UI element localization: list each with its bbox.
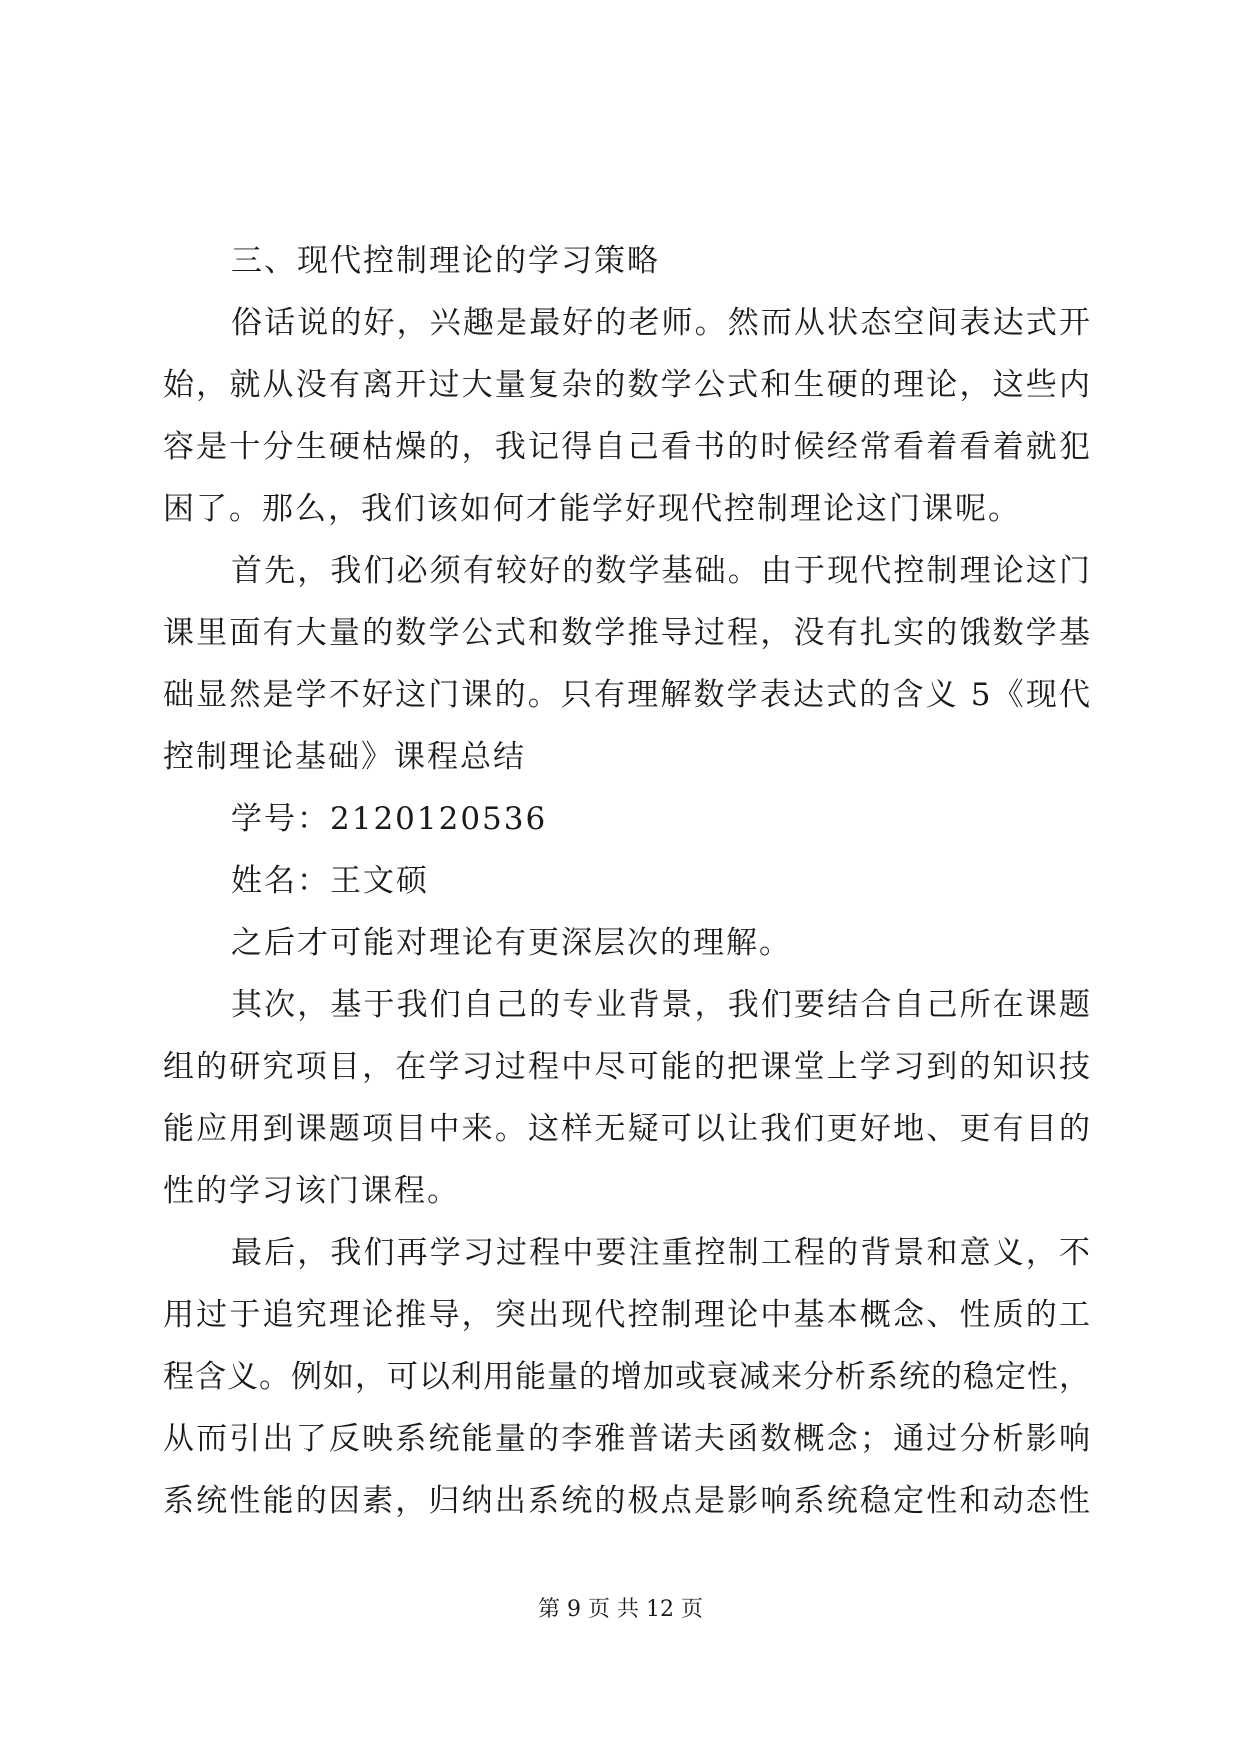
paragraph-line: 从而引出了反映系统能量的李雅普诺夫函数概念；通过分析影响 [163,1421,1090,1457]
student-name: 姓名：王文硕 [231,863,429,899]
document-body [163,230,1090,1532]
paragraph-line: 系统性能的因素，归纳出系统的极点是影响系统稳定性和动态性 [163,1483,1090,1519]
paragraph-line: 首先，我们必须有较好的数学基础。由于现代控制理论这门 [231,553,1090,589]
section-heading: 三、现代控制理论的学习策略 [231,243,660,279]
student-id: 学号：2120120536 [231,801,548,837]
paragraph-line: 性的学习该门课程。 [163,1173,460,1209]
paragraph-line: 础显然是学不好这门课的。只有理解数学表达式的含义 5《现代 [163,677,1090,713]
paragraph-line: 容是十分生硬枯燥的，我记得自己看书的时候经常看着看着就犯 [163,429,1090,465]
paragraph-line: 控制理论基础》课程总结 [163,739,526,775]
paragraph-line: 其次，基于我们自己的专业背景，我们要结合自己所在课题 [231,987,1090,1023]
paragraph-line: 课里面有大量的数学公式和数学推导过程，没有扎实的饿数学基 [163,615,1090,651]
paragraph-line: 始，就从没有离开过大量复杂的数学公式和生硬的理论，这些内 [163,367,1090,403]
paragraph-line: 最后，我们再学习过程中要注重控制工程的背景和意义，不 [231,1235,1090,1271]
paragraph-line: 用过于追究理论推导，突出现代控制理论中基本概念、性质的工 [163,1297,1090,1333]
paragraph-line: 俗话说的好，兴趣是最好的老师。然而从状态空间表达式开 [231,305,1090,341]
paragraph-line: 之后才可能对理论有更深层次的理解。 [231,925,792,961]
paragraph-line: 程含义。例如，可以利用能量的增加或衰减来分析系统的稳定性， [163,1359,1090,1395]
page-footer: 第 9 页 共 12 页 [538,1597,703,1622]
paragraph-line: 困了。那么，我们该如何才能学好现代控制理论这门课呢。 [163,491,1021,527]
paragraph-line: 能应用到课题项目中来。这样无疑可以让我们更好地、更有目的 [163,1111,1090,1147]
paragraph-line: 组的研究项目，在学习过程中尽可能的把课堂上学习到的知识技 [163,1049,1090,1085]
